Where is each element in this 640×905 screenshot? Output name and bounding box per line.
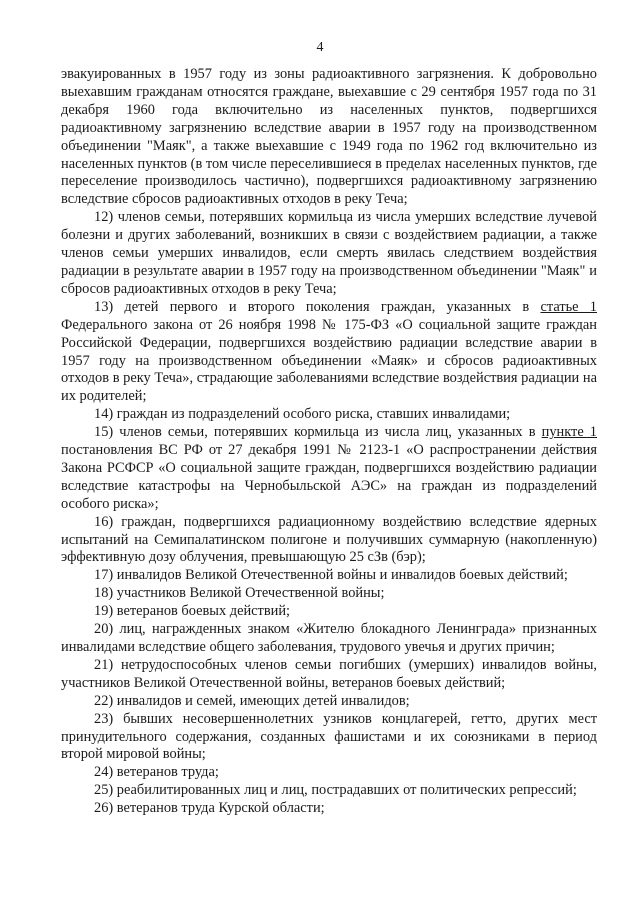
list-item-21: 21) нетрудоспособных членов семьи погибших (умерших) инвалидов войны, участников Великой Отечественной войны, ветеранов боевых действий; [61, 656, 597, 691]
document-body [61, 66, 597, 818]
list-item-13-text-start: 13) детей первого и второго поколения граждан, указанных в [94, 298, 541, 315]
list-item-26: 26) ветеранов труда Курской области; [94, 800, 325, 817]
list-item-18: 18) участников Великой Отечественной войны; [94, 585, 385, 602]
list-item-15-text-start: 15) членов семьи, потерявших кормильца из числа лиц, указанных в [94, 424, 542, 441]
list-item-23: 23) бывших несовершеннолетних узников концлагерей, гетто, других мест принудительного содержания, созданных фашистами и их союзниками в период второй мировой войны; [61, 710, 597, 763]
paragraph-continuation: эвакуированных в 1957 году из зоны радиоактивного загрязнения. К добровольно выехавшим гражданам относятся граждане, выехавшие с 29 сентября 1957 года по 31 декабря 1960 года включительно из населенных пунктов, подвергшихся радиоактивному загрязнению вследствие аварии в 1957 году на производственном объединении "Маяк", а также выехавшие с 1949 года по 1962 год включительно из населенных пунктов (в том числе переселившиеся в пределах населенных пунктов, где переселение производилось частично), подвергшихся радиоактивному загрязнению вследствие сбросов радиоактивных отходов в реку Теча; [61, 66, 597, 208]
list-item-16: 16) граждан, подвергшихся радиационному воздействию вследствие ядерных испытаний на Семипалатинском полигоне и получивших суммарную (накопленную) эффективную дозу облучения, превышающую 25 сЗв (бэр); [61, 513, 597, 566]
list-item-13-text-end: Федерального закона от 26 ноября 1998 № 175-ФЗ «О социальной защите граждан Российской Федерации, подвергшихся воздействию радиации вследствие аварии в 1957 году на производственном объединении «Маяк» и сбросов радиоактивных отходов в реку Теча», страдающие заболеваниями вследствие воздействия радиации на их родителей; [61, 316, 597, 405]
article-1-link[interactable]: статье 1 [540, 298, 597, 315]
list-item-19: 19) ветеранов боевых действий; [94, 603, 291, 620]
point-1-link[interactable]: пункте 1 [541, 424, 597, 441]
list-item-15 [61, 424, 597, 514]
list-item-17: 17) инвалидов Великой Отечественной войны и инвалидов боевых действий; [94, 567, 568, 584]
page-number: 4 [316, 40, 324, 55]
list-item-13 [61, 299, 597, 406]
list-item-12: 12) членов семьи, потерявших кормильца из числа умерших вследствие лучевой болезни и других заболеваний, возникших в связи с воздействием радиации, а также членов семьи умерших инвалидов, если смерть явилась следствием воздействия радиации в результате аварии в 1957 году на производственном объединении "Маяк" и сбросов радиоактивных отходов в реку Теча; [61, 209, 597, 297]
list-item-25: 25) реабилитированных лиц и лиц, пострадавших от политических репрессий; [94, 782, 577, 799]
list-item-14: 14) граждан из подразделений особого риска, ставших инвалидами; [94, 406, 511, 423]
list-item-24: 24) ветеранов труда; [94, 764, 219, 781]
list-item-15-text-end: постановления ВС РФ от 27 декабря 1991 № 2123-1 «О распространении действия Закона РСФСР «О социальной защите граждан, подвергшихся воздействию радиации вследствие катастрофы на Чернобыльской АЭС» на граждан из подразделений особого риска»; [61, 442, 597, 512]
list-item-20: 20) лиц, награжденных знаком «Жителю блокадного Ленинграда» признанных инвалидами вследствие общего заболевания, трудового увечья и других причин; [61, 621, 597, 655]
list-item-22: 22) инвалидов и семей, имеющих детей инвалидов; [94, 692, 410, 709]
